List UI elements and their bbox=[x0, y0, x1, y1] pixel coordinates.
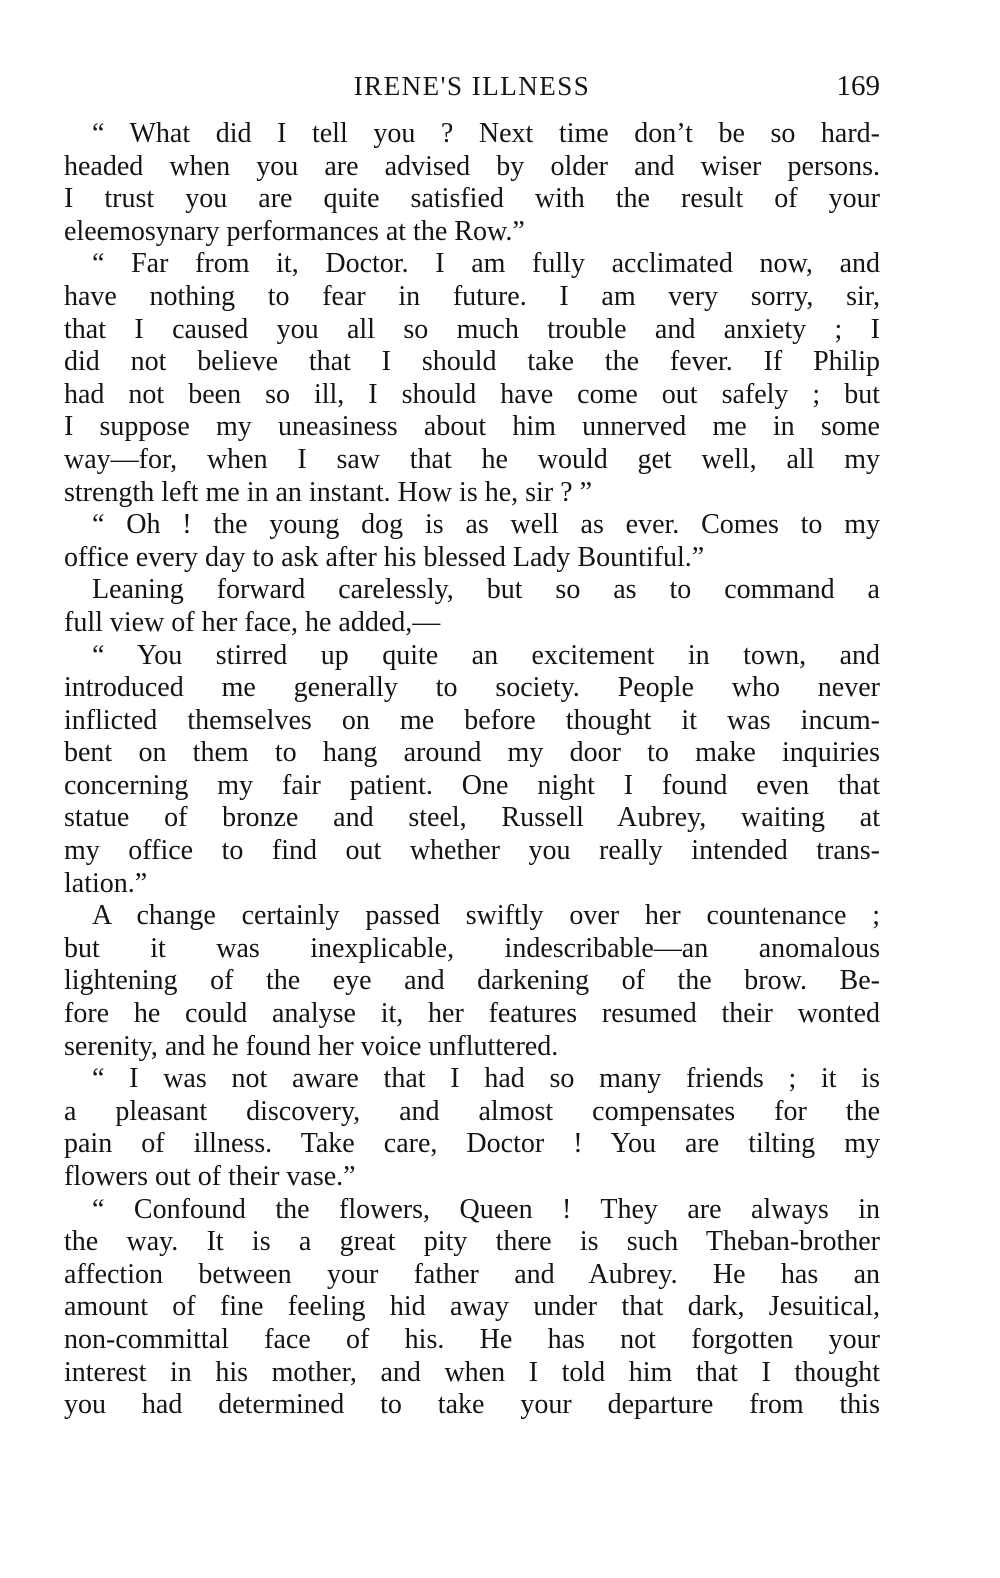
page-number: 169 bbox=[836, 70, 880, 102]
body-text bbox=[64, 118, 880, 1422]
text-line: concerning my fair patient. One night I found even that bbox=[64, 769, 880, 801]
text-line: office every day to ask after his blessed Lady Bountiful.” bbox=[64, 541, 705, 573]
text-line: serenity, and he found her voice unfluttered. bbox=[64, 1030, 559, 1062]
text-line: affection between your father and Aubrey. He has an bbox=[64, 1258, 880, 1290]
text-line: inflicted themselves on me before thought it was incum- bbox=[64, 704, 880, 736]
text-line: pain of illness. Take care, Doctor ! You are tilting my bbox=[64, 1128, 880, 1160]
text-line: “ You stirred up quite an excitement in town, and bbox=[92, 639, 880, 671]
text-line: interest in his mother, and when I told him that I thought bbox=[64, 1356, 880, 1388]
text-line: fore he could analyse it, her features resumed their wonted bbox=[64, 998, 880, 1030]
text-line: introduced me generally to society. People who never bbox=[64, 672, 880, 704]
text-line: I suppose my uneasiness about him unnerved me in some bbox=[64, 411, 880, 443]
text-line: strength left me in an instant. How is he, sir ? ” bbox=[64, 476, 592, 508]
text-line: have nothing to fear in future. I am very sorry, sir, bbox=[64, 280, 880, 312]
text-line: “ What did I tell you ? Next time don’t be so hard- bbox=[92, 118, 880, 149]
text-line: I trust you are quite satisfied with the result of your bbox=[64, 183, 880, 215]
text-line: “ I was not aware that I had so many friends ; it is bbox=[92, 1063, 880, 1095]
text-line: statue of bronze and steel, Russell Aubrey, waiting at bbox=[64, 802, 880, 834]
text-line: “ Far from it, Doctor. I am fully acclimated now, and bbox=[92, 248, 880, 280]
text-line: bent on them to hang around my door to make inquiries bbox=[64, 737, 880, 769]
text-line: A change certainly passed swiftly over her countenance ; bbox=[92, 900, 880, 932]
text-line: amount of fine feeling hid away under that dark, Jesuitical, bbox=[64, 1291, 880, 1323]
text-line: “ Confound the flowers, Queen ! They are always in bbox=[92, 1193, 880, 1225]
text-line: did not believe that I should take the fever. If Philip bbox=[64, 346, 880, 378]
text-line: non-committal face of his. He has not forgotten your bbox=[64, 1323, 880, 1355]
text-line: flowers out of their vase.” bbox=[64, 1161, 356, 1192]
text-line: you had determined to take your departure from this bbox=[64, 1389, 880, 1421]
text-line: headed when you are advised by older and wiser persons. bbox=[64, 150, 880, 182]
text-line: lightening of the eye and darkening of the brow. Be- bbox=[64, 965, 880, 997]
text-line: full view of her face, he added,— bbox=[64, 606, 441, 638]
text-line: lation.” bbox=[64, 867, 148, 899]
running-title: IRENE'S ILLNESS bbox=[353, 71, 591, 101]
text-line: way—for, when I saw that he would get well, all my bbox=[64, 443, 880, 475]
text-line: “ Oh ! the young dog is as well as ever. Comes to my bbox=[92, 509, 880, 541]
text-line: that I caused you all so much trouble and anxiety ; I bbox=[64, 313, 880, 345]
text-line: eleemosynary performances at the Row.” bbox=[64, 215, 525, 247]
running-head bbox=[64, 66, 880, 106]
text-line: my office to find out whether you really intended trans- bbox=[64, 835, 880, 867]
text-line: had not been so ill, I should have come out safely ; but bbox=[64, 378, 880, 410]
text-line: but it was inexplicable, indescribable—an anomalous bbox=[64, 932, 880, 964]
text-line: the way. It is a great pity there is such Theban-brother bbox=[64, 1226, 880, 1258]
text-line: Leaning forward carelessly, but so as to command a bbox=[92, 574, 880, 606]
text-line: a pleasant discovery, and almost compensates for the bbox=[64, 1095, 880, 1127]
